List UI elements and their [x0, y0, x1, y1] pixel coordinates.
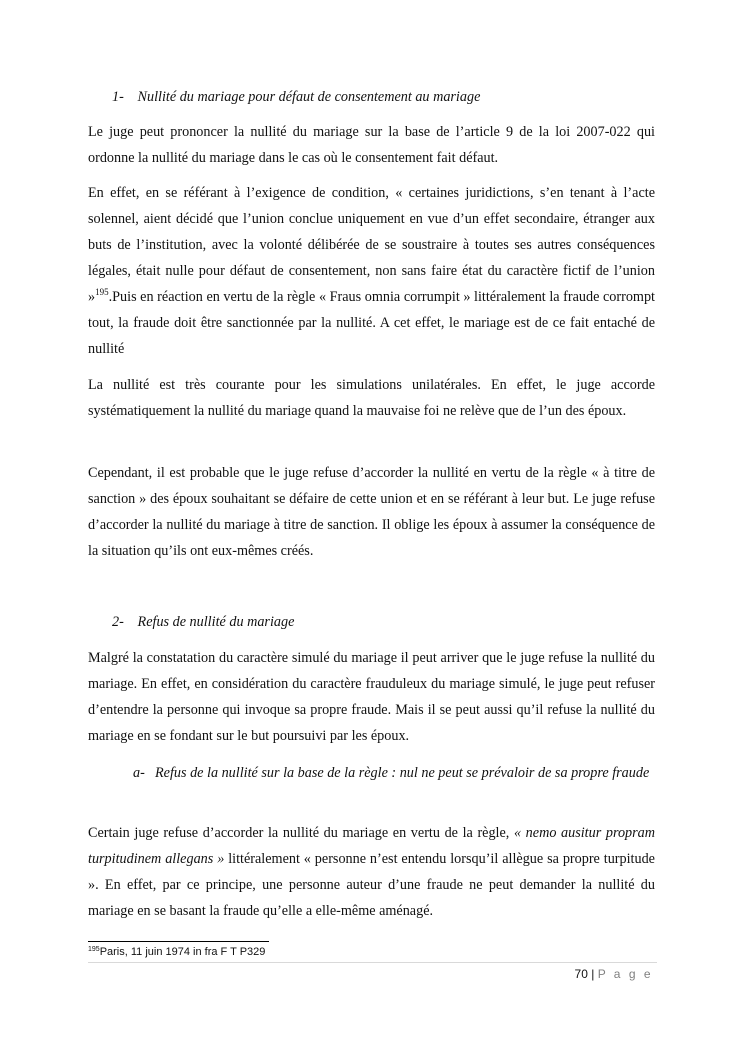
- section-1-paragraph-3: La nullité est très courante pour les simulations unilatérales. En effet, le juge accorde systématiquement la nullité du mariage quand la mauvaise foi ne relève que de l’un des époux.: [88, 377, 655, 419]
- page-label: P a g e: [597, 967, 653, 981]
- section-1-paragraph-4: Cependant, il est probable que le juge refuse d’accorder la nullité en vertu de la règle « à titre de sanction » des époux souhaitant se défaire de cette union et en se référant à leur but. Le juge refuse d’accorder la nullité du mariage à titre de sanction. Il oblige les époux à assumer la conséquence de la situation qu’ils ont eux-mêmes créés.: [88, 465, 655, 559]
- section-1-number: 1-: [112, 89, 124, 105]
- footnote-reference[interactable]: 195: [95, 287, 109, 297]
- section-2-number: 2-: [112, 614, 124, 630]
- section-1-paragraph-2: [88, 180, 655, 362]
- section-2-heading: [112, 614, 294, 631]
- paragraph-2-text-after-note: .Puis en réaction en vertu de la règle « Fraus omnia corrumpit » littéralement la fraude corrompt tout, la fraude doit être sanctionnée par la nullité. A cet effet, le mariage est de ce fait entaché de nullité: [88, 289, 655, 357]
- latin-maxim: « nemo ausitur propram turpitudinem allegans »: [88, 825, 655, 867]
- footnote-text: Paris, 11 juin 1974 in fra F T P329: [99, 946, 266, 958]
- paragraph-2-text-before-note: En effet, en se référant à l’exigence de condition, « certaines juridictions, s’en tenant à l’acte solennel, aient décidé que l’union conclue uniquement en vue d’un effet secondaire, étranger aux buts de l’institution, avec la volonté délibérée de se soustraire à toutes ses autres conséquences légales, était nulle pour défaut de consentement, non sans faire état du caractère fictif de l’union »: [88, 185, 655, 305]
- footer-separator: |: [591, 967, 595, 981]
- paragraph-text-end: littéralement « personne n’est entendu lorsqu’il allègue sa propre turpitude ». En effet, par ce principe, une personne auteur d’une fraude ne peut demander la nullité du mariage en se basant la fraude qu’elle a elle-même aménagé.: [88, 851, 655, 919]
- section-2-paragraph-1: Malgré la constatation du caractère simulé du mariage il peut arriver que le juge refuse la nullité du mariage. En effet, en considération du caractère frauduleux du mariage simulé, le juge peut refuser d’entendre la personne qui invoque sa propre fraude. Mais il se peut aussi qu’il refuse la nullité du mariage en se fondant sur le but poursuivi par les époux.: [88, 650, 655, 744]
- section-1-paragraph-1: Le juge peut prononcer la nullité du mariage sur la base de l’article 9 de la loi 2007-022 qui ordonne la nullité du mariage dans le cas où le consentement fait défaut.: [88, 124, 655, 166]
- footnote: [88, 946, 265, 958]
- paragraph-text-start: Certain juge refuse d’accorder la nullité du mariage en vertu de la règle,: [88, 825, 514, 841]
- section-1-heading: [112, 89, 480, 106]
- subsection-a-heading: [133, 760, 655, 786]
- footer-rule: [88, 962, 657, 963]
- section-1-title: Nullité du mariage pour défaut de consentement au mariage: [137, 89, 481, 105]
- subsection-a-title: Refus de la nullité sur la base de la règle : nul ne peut se prévaloir de sa propre fraude: [155, 765, 650, 781]
- footnote-number: 195: [88, 946, 100, 953]
- subsection-a-number: a-: [133, 765, 145, 781]
- page-footer: [575, 967, 653, 981]
- page-number: 70: [574, 967, 588, 981]
- section-2-paragraph-2: [88, 820, 655, 924]
- footnote-separator: [88, 941, 269, 942]
- section-2-title: Refus de nullité du mariage: [137, 614, 295, 630]
